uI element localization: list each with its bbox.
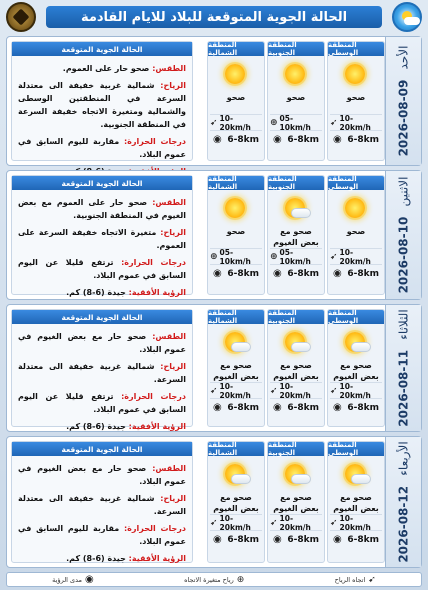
region-visibility bbox=[210, 264, 262, 282]
region-wind bbox=[270, 514, 322, 530]
sun-cloud-icon bbox=[341, 460, 371, 490]
eye-icon: ◉ bbox=[333, 402, 342, 413]
region-condition: صحو مع بعض الغيوم bbox=[213, 361, 259, 381]
region-card bbox=[207, 309, 265, 427]
region-name: المنطقة الشمالية bbox=[208, 442, 264, 456]
header bbox=[0, 0, 428, 34]
region-condition: صحو bbox=[226, 227, 246, 236]
visibility-value: 6-8km bbox=[287, 534, 319, 545]
region-condition: صحو مع بعض الغيوم bbox=[333, 361, 379, 381]
sun-icon bbox=[341, 194, 371, 224]
visibility-value: 6-8km bbox=[227, 534, 259, 545]
visibility-value: 6-8km bbox=[347, 534, 379, 545]
expected-weather-panel bbox=[11, 175, 193, 295]
region-condition: صحو مع بعض الغيوم bbox=[273, 493, 319, 513]
wind-line: الرياح: شمالية غربية خفيفة الى معتدلة السرعة. bbox=[18, 362, 186, 384]
eagle-emblem-icon bbox=[6, 2, 36, 32]
region-wind bbox=[330, 382, 382, 398]
region-card bbox=[207, 41, 265, 161]
sun-cloud-icon bbox=[281, 460, 311, 490]
wind-arrow-icon: ➹ bbox=[210, 517, 218, 528]
eye-icon: ◉ bbox=[213, 268, 222, 279]
region-name: المنطقة الجنوبية bbox=[268, 442, 324, 456]
date-label bbox=[397, 441, 411, 562]
visibility-value: 6-8km bbox=[347, 134, 379, 145]
region-condition: صحو bbox=[226, 93, 246, 102]
wind-arrow-icon: ➹ bbox=[270, 385, 278, 396]
visibility-value: 6-8km bbox=[287, 268, 319, 279]
region-card bbox=[267, 41, 325, 161]
region-visibility bbox=[210, 130, 262, 148]
region-wind bbox=[330, 248, 382, 264]
visibility-line: الرؤية الأفقية: جيدة (6-8) كم. bbox=[66, 422, 186, 431]
expected-body bbox=[12, 324, 192, 433]
region-card bbox=[207, 441, 265, 563]
date-column bbox=[385, 437, 421, 567]
visibility-value: 6-8km bbox=[347, 402, 379, 413]
region-visibility bbox=[330, 130, 382, 148]
region-visibility bbox=[270, 398, 322, 416]
region-name: المنطقة الوسطى bbox=[328, 176, 384, 190]
region-name: المنطقة الجنوبية bbox=[268, 42, 324, 56]
wind-arrow-icon: ➹ bbox=[368, 574, 376, 585]
sun-cloud-icon bbox=[341, 328, 371, 358]
wind-speed: 10-20km/h bbox=[339, 247, 371, 266]
region-card bbox=[327, 309, 385, 427]
eye-icon: ◉ bbox=[213, 534, 222, 545]
date-column bbox=[385, 37, 421, 165]
wind-speed: 05-10km/h bbox=[279, 247, 311, 266]
weather-logo-icon bbox=[392, 2, 422, 32]
wind-arrow-icon: ➹ bbox=[210, 385, 218, 396]
day-block bbox=[6, 436, 422, 568]
region-condition: صحو مع بعض الغيوم bbox=[213, 493, 259, 513]
wind-arrow-icon: ➹ bbox=[330, 517, 338, 528]
expected-heading: الحالة الجوية المتوقعة bbox=[12, 176, 192, 190]
temperature-line: درجات الحرارة: ترتفع قليلا عن اليوم السابق في عموم البلاد. bbox=[18, 392, 186, 414]
region-card bbox=[267, 309, 325, 427]
region-name: المنطقة الشمالية bbox=[208, 42, 264, 56]
region-wind bbox=[270, 382, 322, 398]
wind-speed: 10-20km/h bbox=[339, 513, 371, 532]
page-title: الحالة الجوية المتوقعة للبلاد للايام القادمة bbox=[46, 6, 382, 28]
eye-icon: ◉ bbox=[213, 134, 222, 145]
variable-wind-icon: ⊕ bbox=[270, 251, 278, 262]
region-condition: صحو مع بعض الغيوم bbox=[273, 227, 319, 247]
region-card bbox=[207, 175, 265, 295]
weather-line: الطقس: صحو حار مع بعض الغيوم في عموم البلاد. bbox=[18, 464, 186, 486]
region-visibility bbox=[270, 264, 322, 282]
wind-speed: 10-20km/h bbox=[339, 381, 371, 400]
date-value: 2026-08-10 bbox=[396, 216, 411, 294]
weather-line: الطقس: صحو حار على العموم مع بعض الغيوم في المنطقة الجنوبية. bbox=[18, 198, 186, 220]
wind-speed: 10-20km/h bbox=[219, 113, 251, 132]
wind-speed: 10-20km/h bbox=[219, 381, 251, 400]
wind-arrow-icon: ➹ bbox=[210, 117, 218, 128]
visibility-value: 6-8km bbox=[287, 134, 319, 145]
region-name: المنطقة الجنوبية bbox=[268, 310, 324, 324]
date-value: 2026-08-12 bbox=[396, 485, 411, 563]
region-name: المنطقة الوسطى bbox=[328, 42, 384, 56]
region-wind bbox=[270, 248, 322, 264]
visibility-line: الرؤية الأفقية: جيدة (6-8) كم. bbox=[66, 554, 186, 563]
region-card bbox=[267, 175, 325, 295]
region-wind bbox=[270, 114, 322, 130]
region-card bbox=[327, 175, 385, 295]
date-column bbox=[385, 305, 421, 431]
sun-cloud-icon bbox=[221, 460, 251, 490]
visibility-value: 6-8km bbox=[287, 402, 319, 413]
expected-heading: الحالة الجوية المتوقعة bbox=[12, 310, 192, 324]
visibility-value: 6-8km bbox=[227, 268, 259, 279]
date-column bbox=[385, 171, 421, 299]
region-name: المنطقة الوسطى bbox=[328, 310, 384, 324]
sun-cloud-icon bbox=[281, 328, 311, 358]
expected-weather-panel bbox=[11, 309, 193, 431]
wind-speed: 10-20km/h bbox=[279, 381, 311, 400]
day-name: الأحد bbox=[396, 45, 411, 70]
eye-icon: ◉ bbox=[273, 134, 282, 145]
visibility-line: الرؤية الأفقية: جيدة (6-8) كم. bbox=[66, 288, 186, 297]
wind-arrow-icon: ➹ bbox=[330, 385, 338, 396]
region-visibility bbox=[210, 398, 262, 416]
expected-body bbox=[12, 190, 192, 299]
variable-wind-icon: ⊕ bbox=[236, 574, 245, 585]
date-label bbox=[397, 309, 411, 426]
region-condition: صحو مع بعض الغيوم bbox=[333, 493, 379, 513]
day-block bbox=[6, 304, 422, 432]
eye-icon: ◉ bbox=[333, 134, 342, 145]
wind-line: الرياح: شمالية غربية خفيفة الى معتدلة السرعة في المنطقتين الوسطى والشمالية ومتغيرة الاتجاه خفيفة السرعة في المنطقة الجنوبية. bbox=[18, 81, 186, 129]
wind-speed: 05-10km/h bbox=[219, 247, 251, 266]
region-visibility bbox=[330, 530, 382, 548]
region-wind bbox=[210, 248, 262, 264]
wind-speed: 10-20km/h bbox=[339, 113, 371, 132]
day-block bbox=[6, 170, 422, 300]
variable-wind-icon: ⊕ bbox=[270, 117, 278, 128]
region-wind bbox=[210, 514, 262, 530]
expected-weather-panel bbox=[11, 441, 193, 563]
legend-vis-range: ◉ مدى الرؤية bbox=[52, 574, 94, 585]
wind-speed: 10-20km/h bbox=[279, 513, 311, 532]
visibility-value: 6-8km bbox=[347, 268, 379, 279]
region-visibility bbox=[330, 264, 382, 282]
region-card bbox=[327, 441, 385, 563]
date-value: 2026-08-11 bbox=[396, 349, 411, 427]
wind-line: الرياح: متغيرة الاتجاه خفيفة السرعة على العموم. bbox=[18, 228, 186, 250]
legend bbox=[6, 572, 422, 587]
expected-heading: الحالة الجوية المتوقعة bbox=[12, 42, 192, 56]
region-condition: صحو bbox=[286, 93, 306, 102]
eye-icon: ◉ bbox=[273, 534, 282, 545]
sun-cloud-icon bbox=[221, 328, 251, 358]
variable-wind-icon: ⊕ bbox=[210, 251, 218, 262]
day-name: الاثنين bbox=[396, 176, 411, 207]
legend-wind-dir: ➹ اتجاه الرياح bbox=[334, 574, 376, 585]
temperature-line: درجات الحرارة: ترتفع قليلا عن اليوم السابق في عموم البلاد. bbox=[18, 258, 186, 280]
wind-speed: 10-20km/h bbox=[219, 513, 251, 532]
sun-cloud-icon bbox=[281, 194, 311, 224]
region-visibility bbox=[330, 398, 382, 416]
region-wind bbox=[210, 382, 262, 398]
region-visibility bbox=[270, 130, 322, 148]
eye-icon: ◉ bbox=[333, 534, 342, 545]
date-label bbox=[397, 177, 411, 294]
sun-icon bbox=[341, 60, 371, 90]
sun-icon bbox=[221, 60, 251, 90]
region-condition: صحو bbox=[346, 227, 366, 236]
expected-body bbox=[12, 456, 192, 565]
date-value: 2026-08-09 bbox=[396, 79, 411, 157]
region-name: المنطقة الشمالية bbox=[208, 176, 264, 190]
wind-line: الرياح: شمالية غربية خفيفة الى معتدلة السرعة. bbox=[18, 494, 186, 516]
sun-icon bbox=[221, 194, 251, 224]
region-name: المنطقة الجنوبية bbox=[268, 176, 324, 190]
eye-icon: ◉ bbox=[273, 402, 282, 413]
eye-icon: ◉ bbox=[213, 402, 222, 413]
sun-icon bbox=[281, 60, 311, 90]
region-wind bbox=[210, 114, 262, 130]
date-label bbox=[397, 46, 411, 157]
expected-weather-panel bbox=[11, 41, 193, 161]
day-name: الثلاثاء bbox=[396, 309, 411, 340]
region-wind bbox=[330, 114, 382, 130]
region-condition: صحو bbox=[346, 93, 366, 102]
weather-line: الطقس: صحو حار مع بعض الغيوم في عموم البلاد. bbox=[18, 332, 186, 354]
weather-line: الطقس: صحو حار على العموم. bbox=[62, 64, 186, 73]
region-visibility bbox=[270, 530, 322, 548]
wind-arrow-icon: ➹ bbox=[330, 117, 338, 128]
visibility-value: 6-8km bbox=[227, 402, 259, 413]
wind-arrow-icon: ➹ bbox=[330, 251, 338, 262]
region-visibility bbox=[210, 530, 262, 548]
legend-wind-var: ⊕ رياح متغيرة الاتجاه bbox=[184, 574, 245, 585]
region-card bbox=[327, 41, 385, 161]
region-card bbox=[267, 441, 325, 563]
region-name: المنطقة الشمالية bbox=[208, 310, 264, 324]
expected-body bbox=[12, 56, 192, 178]
region-condition: صحو مع بعض الغيوم bbox=[273, 361, 319, 381]
eye-icon: ◉ bbox=[85, 574, 94, 585]
day-name: الأربعاء bbox=[396, 441, 411, 476]
region-name: المنطقة الوسطى bbox=[328, 442, 384, 456]
day-block bbox=[6, 36, 422, 166]
region-wind bbox=[330, 514, 382, 530]
wind-arrow-icon: ➹ bbox=[270, 517, 278, 528]
eye-icon: ◉ bbox=[333, 268, 342, 279]
visibility-value: 6-8km bbox=[227, 134, 259, 145]
temperature-line: درجات الحرارة: مقاربة لليوم السابق في عموم البلاد. bbox=[18, 524, 186, 546]
wind-speed: 05-10km/h bbox=[279, 113, 311, 132]
temperature-line: درجات الحرارة: مقاربة لليوم السابق في عموم البلاد. bbox=[18, 137, 186, 159]
eye-icon: ◉ bbox=[273, 268, 282, 279]
expected-heading: الحالة الجوية المتوقعة bbox=[12, 442, 192, 456]
